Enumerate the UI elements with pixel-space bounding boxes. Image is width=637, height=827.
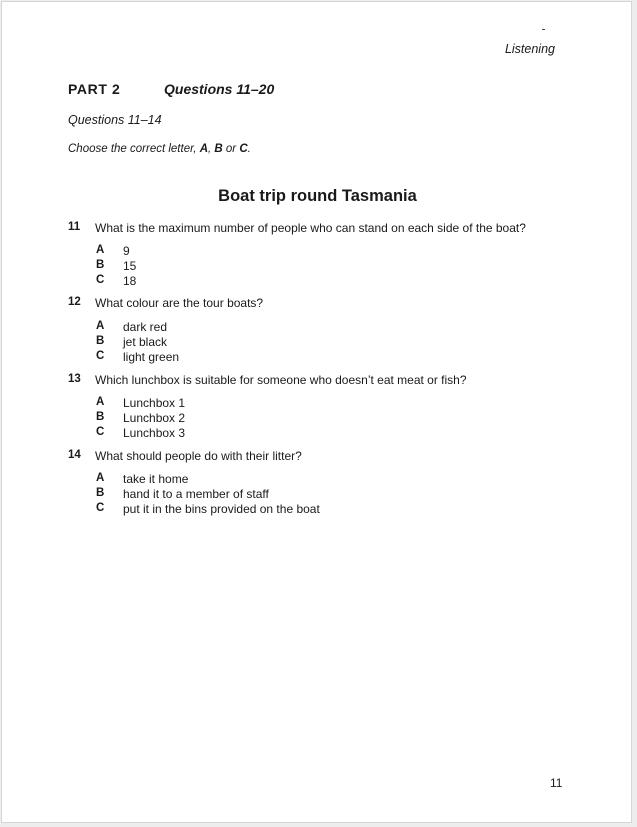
option-letter: B <box>96 487 105 499</box>
page-number: 11 <box>550 776 563 790</box>
option-text: take it home <box>123 472 189 486</box>
option-letter: B <box>96 259 105 271</box>
questions-subheading: Questions 11–14 <box>68 113 162 127</box>
option-letter: A <box>96 320 105 332</box>
option-letter: B <box>96 335 105 347</box>
instruction: Choose the correct letter, A, B or C. <box>68 143 251 155</box>
scan-mark <box>542 29 545 30</box>
question-text: What should people do with their litter? <box>95 449 302 463</box>
option-text: put it in the bins provided on the boat <box>123 502 320 516</box>
option-letter: C <box>96 274 105 286</box>
part-label: PART 2 <box>68 81 121 97</box>
option-text: jet black <box>123 335 168 349</box>
option-letter: A <box>96 244 105 256</box>
part-questions: Questions 11–20 <box>164 81 275 97</box>
option-text: hand it to a member of staff <box>123 487 269 501</box>
option-text: Lunchbox 2 <box>123 411 186 425</box>
section-header: Listening <box>504 42 555 56</box>
option-letter: C <box>96 350 105 362</box>
option-text: 15 <box>123 259 137 273</box>
question-number: 12 <box>68 296 81 308</box>
document-page <box>1 1 632 823</box>
question-number: 13 <box>68 373 81 385</box>
option-letter: C <box>96 502 105 514</box>
section-title: Boat trip round Tasmania <box>218 187 417 205</box>
question-number: 11 <box>68 221 81 233</box>
option-text: 18 <box>123 274 137 288</box>
option-text: light green <box>123 350 180 364</box>
option-text: dark red <box>123 320 168 334</box>
option-text: Lunchbox 1 <box>123 396 186 410</box>
option-text: Lunchbox 3 <box>123 426 186 440</box>
question-text: What colour are the tour boats? <box>95 296 264 310</box>
option-text: 9 <box>123 244 130 258</box>
option-letter: A <box>96 472 105 484</box>
question-text: What is the maximum number of people who can stand on each side of the boat? <box>95 221 526 235</box>
option-letter: C <box>96 426 105 438</box>
option-letter: A <box>96 396 105 408</box>
question-text: Which lunchbox is suitable for someone who doesn’t eat meat or fish? <box>95 373 467 387</box>
question-number: 14 <box>68 449 81 461</box>
option-letter: B <box>96 411 105 423</box>
